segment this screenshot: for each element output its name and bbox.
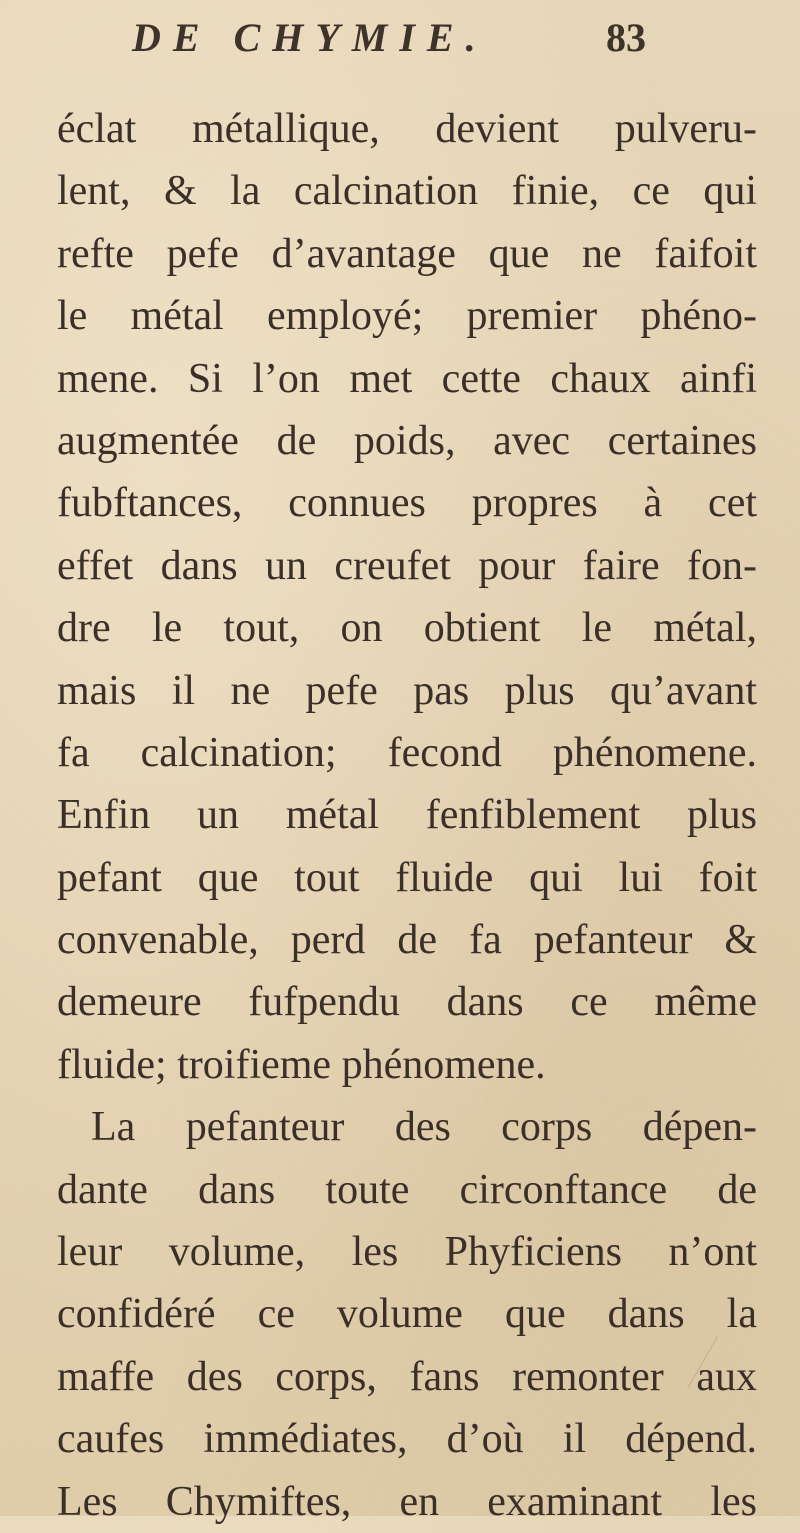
text-line: caufes immédiates, d’où il dépend. <box>57 1416 757 1463</box>
text-line: mene. Si l’on met cette chaux ainfi <box>57 355 757 402</box>
text-line: effet dans un creufet pour faire fon- <box>57 542 757 589</box>
body-text <box>57 98 757 1533</box>
running-head <box>0 14 800 62</box>
text-line: dre le tout, on obtient le métal, <box>57 605 757 652</box>
text-line: dante dans toute circonftance de <box>57 1166 757 1213</box>
text-line: confidéré ce volume que dans la <box>57 1291 757 1338</box>
text-line: augmentée de poids, avec certaines <box>57 417 757 464</box>
text-line: fluide; troifieme phénomene. <box>57 1041 546 1088</box>
text-line: refte pefe d’avantage que ne faifoit <box>57 230 757 277</box>
text-line: La pefanteur des corps dépen- <box>91 1104 757 1151</box>
text-line: leur volume, les Phyficiens n’ont <box>57 1229 757 1276</box>
text-line: mais il ne pefe pas plus qu’avant <box>57 667 757 714</box>
text-line: demeure fufpendu dans ce même <box>57 979 757 1026</box>
text-line: Les Chymiftes, en examinant les <box>57 1478 757 1525</box>
text-line: pefant que tout fluide qui lui foit <box>57 854 757 901</box>
text-line: fa calcination; fecond phénomene. <box>57 729 757 776</box>
page-number: 83 <box>606 15 646 60</box>
text-line: fubftances, connues propres à cet <box>57 480 757 527</box>
text-line: maffe des corps, fans remonter aux <box>57 1353 757 1400</box>
text-line: lent, & la calcination finie, ce qui <box>57 168 757 215</box>
text-line: le métal employé; premier phéno- <box>57 293 757 340</box>
text-line: Enfin un métal fenfiblement plus <box>57 792 757 839</box>
text-line: éclat métallique, devient pulveru- <box>57 106 757 152</box>
text-line: convenable, perd de fa pefanteur & <box>57 917 757 964</box>
running-title: DE CHYMIE. <box>132 15 488 60</box>
